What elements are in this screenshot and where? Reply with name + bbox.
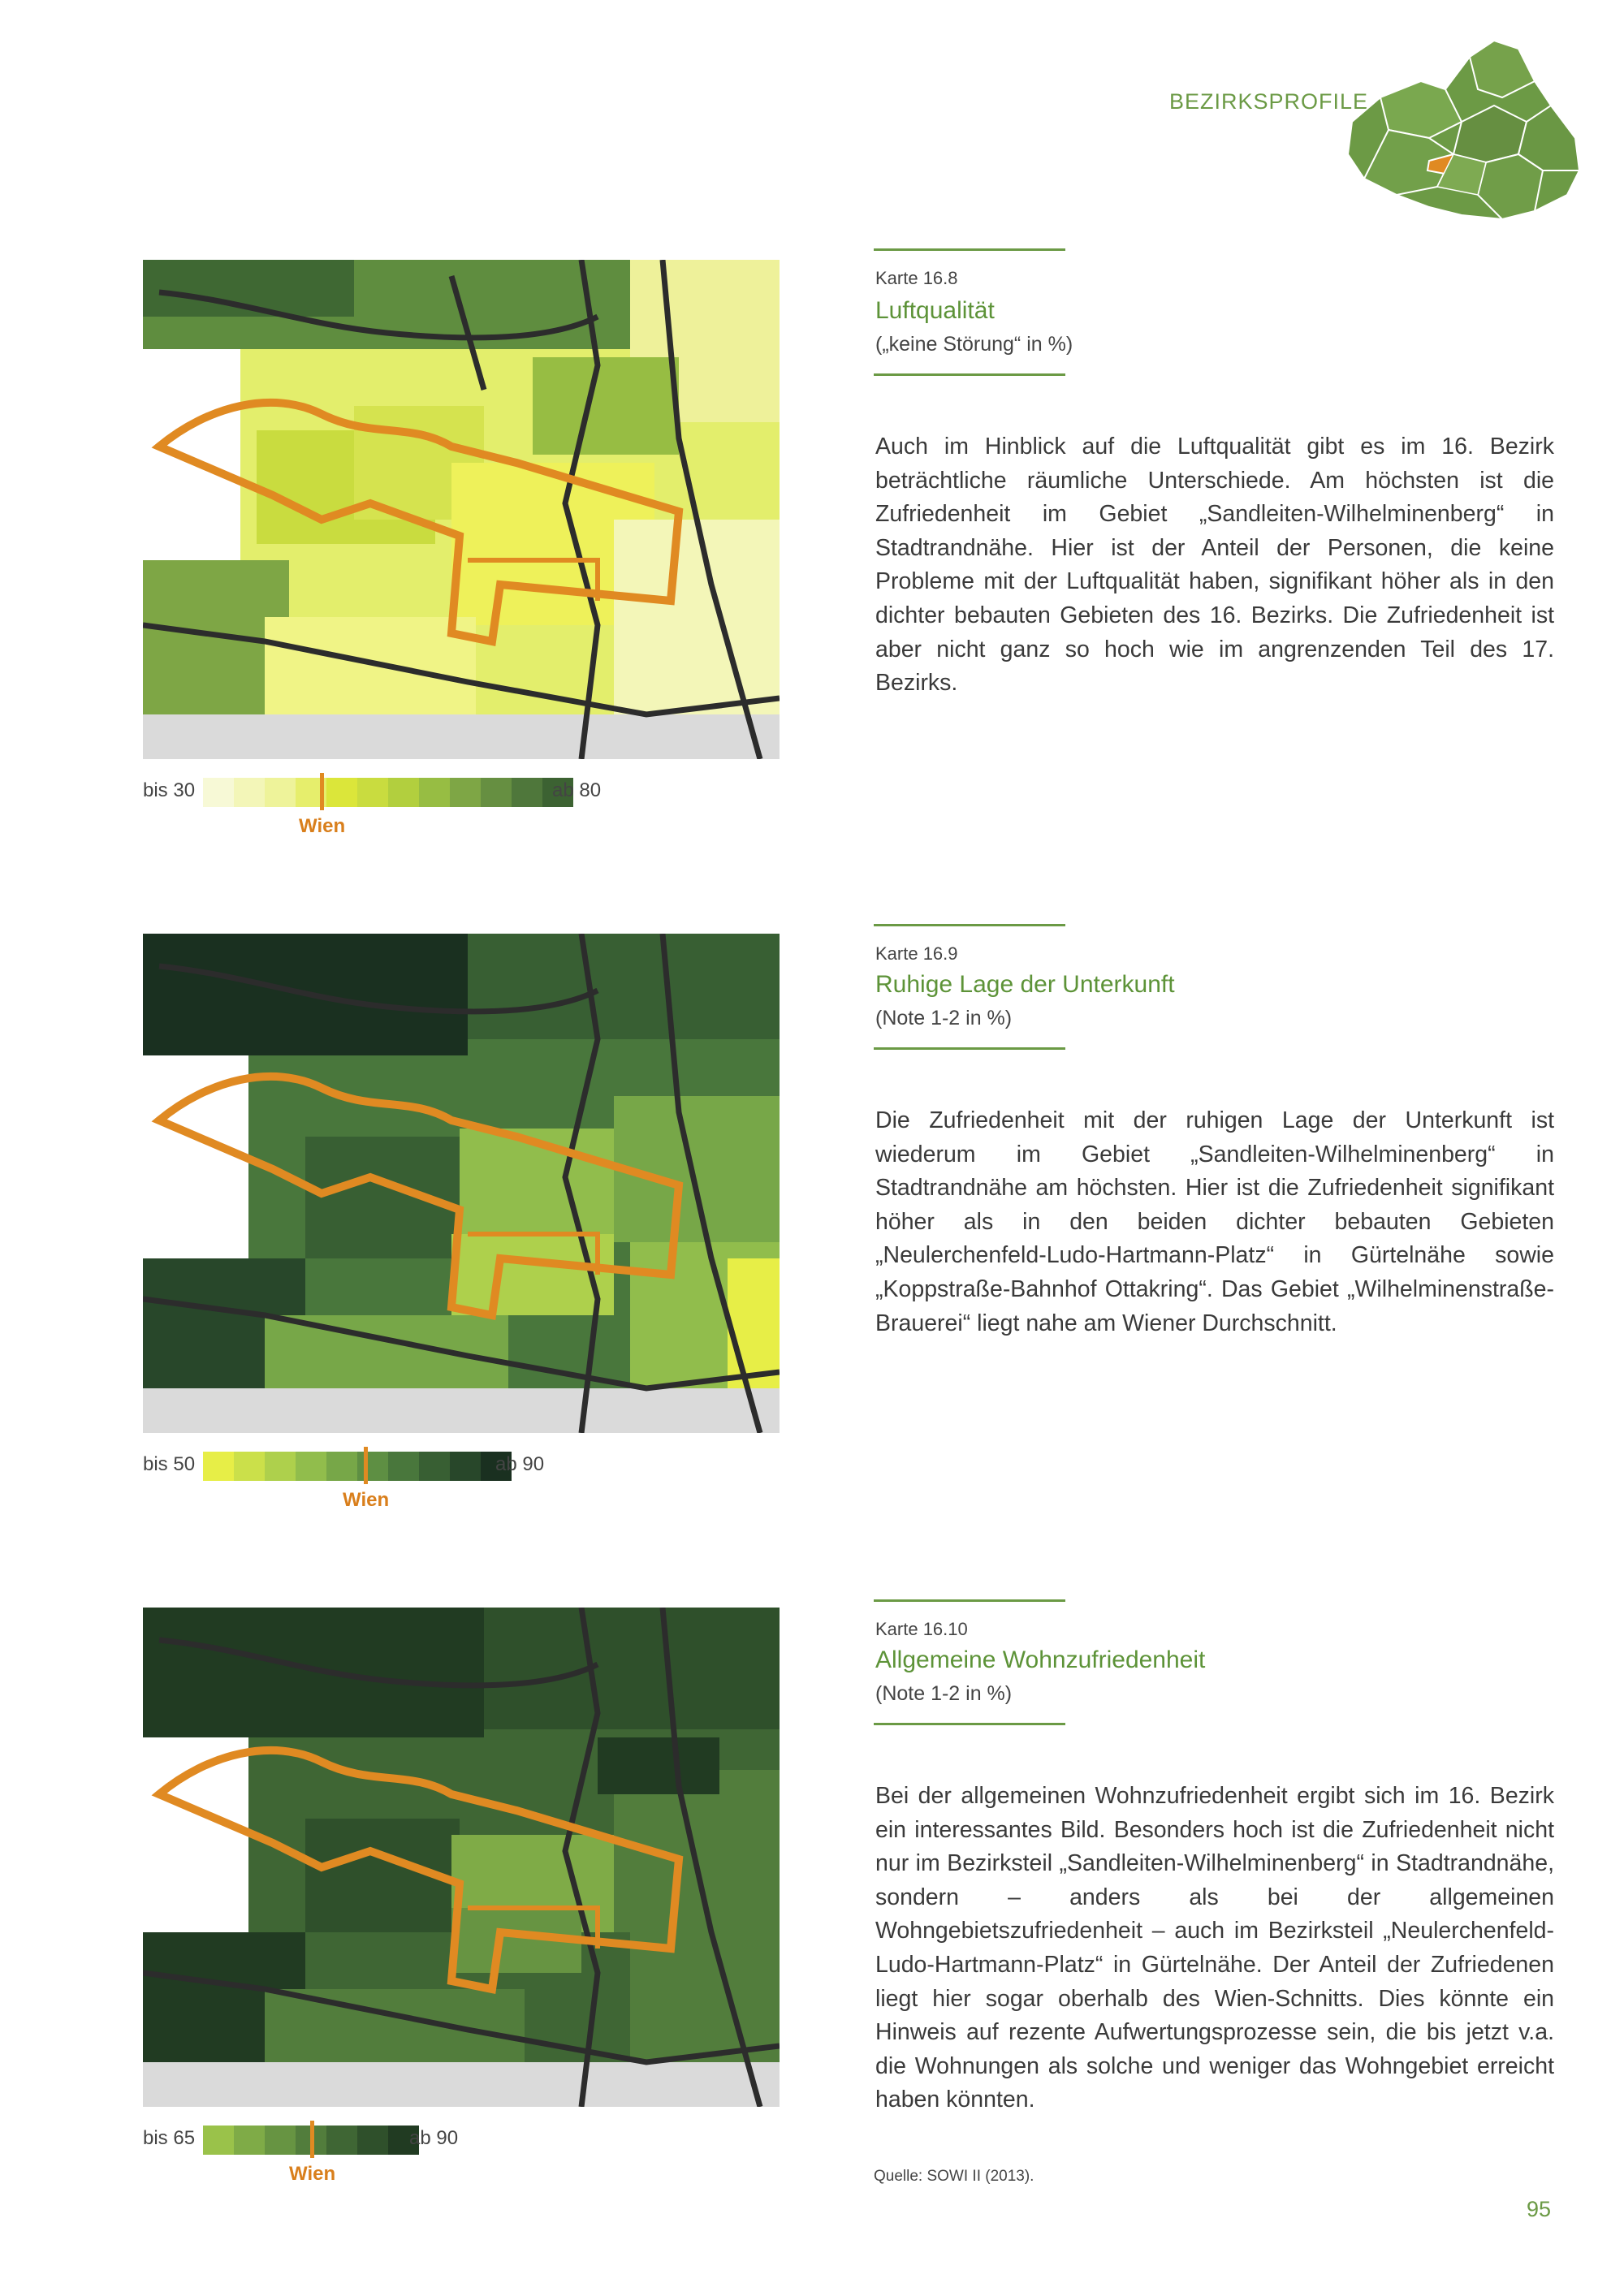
legend-swatch — [357, 778, 388, 807]
map-wohnzufriedenheit — [143, 1608, 780, 2107]
legend-swatch — [326, 2126, 357, 2155]
rule-top — [874, 924, 1065, 926]
map-title: Allgemeine Wohnzufriedenheit — [875, 1646, 1206, 1673]
legend-swatch — [450, 1452, 481, 1481]
map-ruhige-lage — [143, 934, 780, 1433]
legend-low-label: bis 65 — [143, 2127, 196, 2149]
rule-top — [874, 248, 1065, 251]
legend-swatch — [265, 1452, 296, 1481]
wien-label: Wien — [343, 1489, 390, 1511]
map-number: Karte 16.10 — [875, 1619, 968, 1639]
map-subtitle: (Note 1-2 in %) — [875, 1007, 1013, 1029]
legend-high-label: ab 90 — [495, 1453, 545, 1475]
legend-swatch — [203, 1452, 234, 1481]
map-subtitle: (Note 1-2 in %) — [875, 1682, 1013, 1705]
legend-swatch — [265, 778, 296, 807]
legend-swatch — [265, 2126, 296, 2155]
section-label: BEZIRKSPROFILE — [1169, 89, 1369, 114]
legend-wohnzufriedenheit — [143, 2126, 793, 2199]
rule-bottom — [874, 373, 1065, 376]
map-subtitle: („keine Störung“ in %) — [875, 333, 1073, 356]
legend-low-label: bis 50 — [143, 1453, 196, 1475]
legend-luftqualitaet — [143, 778, 793, 851]
rule-bottom — [874, 1723, 1065, 1725]
legend-low-label: bis 30 — [143, 779, 196, 801]
wien-label: Wien — [299, 815, 346, 837]
source-note: Quelle: SOWI II (2013). — [874, 2168, 1034, 2185]
legend-swatch — [419, 1452, 450, 1481]
legend-high-label: ab 90 — [409, 2127, 459, 2149]
legend-swatch — [388, 778, 419, 807]
map-title: Luftqualität — [875, 297, 995, 324]
legend-swatch — [450, 778, 481, 807]
legend-swatch — [326, 1452, 357, 1481]
page-number: 95 — [1527, 2197, 1552, 2221]
legend-swatch — [203, 778, 234, 807]
map-title: Ruhige Lage der Unterkunft — [875, 971, 1175, 998]
legend-swatch — [388, 1452, 419, 1481]
legend-swatch — [326, 778, 357, 807]
map-description: Die Zufriedenheit mit der ruhigen Lage der Unterkunft ist wiederum im Gebiet „Sandleiten-Wilhelminenberg“ in Stadtrandnähe am höchsten. Hier ist die Zufriedenheit signifikant höher als in den beiden dichter bebauten Gebieten „Neulerchenfeld-Ludo-Hartmann-Platz“ in Gürtelnähe sowie „Koppstraße-Bahnhof Ottakring“. Das Gebiet „Wilhelminenstraße-Brauerei“ liegt nahe am Wiener Durchschnitt. — [875, 1107, 1554, 1336]
legend-swatch — [357, 2126, 388, 2155]
wien-average-marker — [320, 773, 324, 810]
legend-swatch — [234, 778, 265, 807]
legend-swatch — [512, 778, 542, 807]
legend-color-scale — [203, 1452, 512, 1481]
legend-swatch — [481, 778, 512, 807]
map-luftqualitaet — [143, 260, 780, 759]
vienna-locator-map-icon — [1332, 32, 1592, 227]
legend-color-scale — [203, 778, 573, 807]
legend-swatch — [203, 2126, 234, 2155]
map-description: Bei der allgemeinen Wohnzufriedenheit ergibt sich im 16. Bezirk ein interessantes Bild. Besonders hoch ist die Zufriedenheit nicht nur im Bezirksteil „Sandleiten-Wilhelminenberg“ in Stadtrandnähe, sondern – anders als bei der allgemeinen Wohngebietszufriedenheit – auch im Bezirksteil „Neulerchenfeld-Ludo-Hartmann-Platz“ in Gürtelnähe. Der Anteil der Zufriedenen liegt hier sogar oberhalb des Wien-Schnitts. Dies könnte ein Hinweis auf rezente Aufwertungsprozesse sein, die bis jetzt v.a. die Wohnungen als solche und weniger das Wohngebiet erreicht haben könnten. — [875, 1783, 1554, 2113]
rule-top — [874, 1599, 1065, 1602]
wien-average-marker — [364, 1447, 368, 1484]
wien-label: Wien — [289, 2163, 336, 2185]
legend-swatch — [234, 1452, 265, 1481]
legend-swatch — [419, 778, 450, 807]
legend-swatch — [296, 1452, 326, 1481]
legend-high-label: ab 80 — [552, 779, 602, 801]
legend-swatch — [234, 2126, 265, 2155]
map-description: Auch im Hinblick auf die Luftqualität gibt es im 16. Bezirk beträchtliche räumliche Unterschiede. Am höchsten ist die Zufriedenheit im Gebiet „Sandleiten-Wilhelminenberg“ in Stadtrandnähe. Hier ist der Anteil der Personen, die keine Probleme mit der Luftqualität haben, signifikant höher als in den dichter bebauten Gebieten des 16. Bezirks. Die Zufriedenheit ist aber nicht ganz so hoch wie im angrenzenden Teil des 17. Bezirks. — [875, 434, 1554, 697]
map-number: Karte 16.8 — [875, 268, 958, 288]
legend-ruhige-lage — [143, 1452, 793, 1525]
rule-bottom — [874, 1047, 1065, 1050]
legend-swatch — [357, 1452, 388, 1481]
map-number: Karte 16.9 — [875, 943, 958, 964]
wien-average-marker — [310, 2121, 314, 2158]
